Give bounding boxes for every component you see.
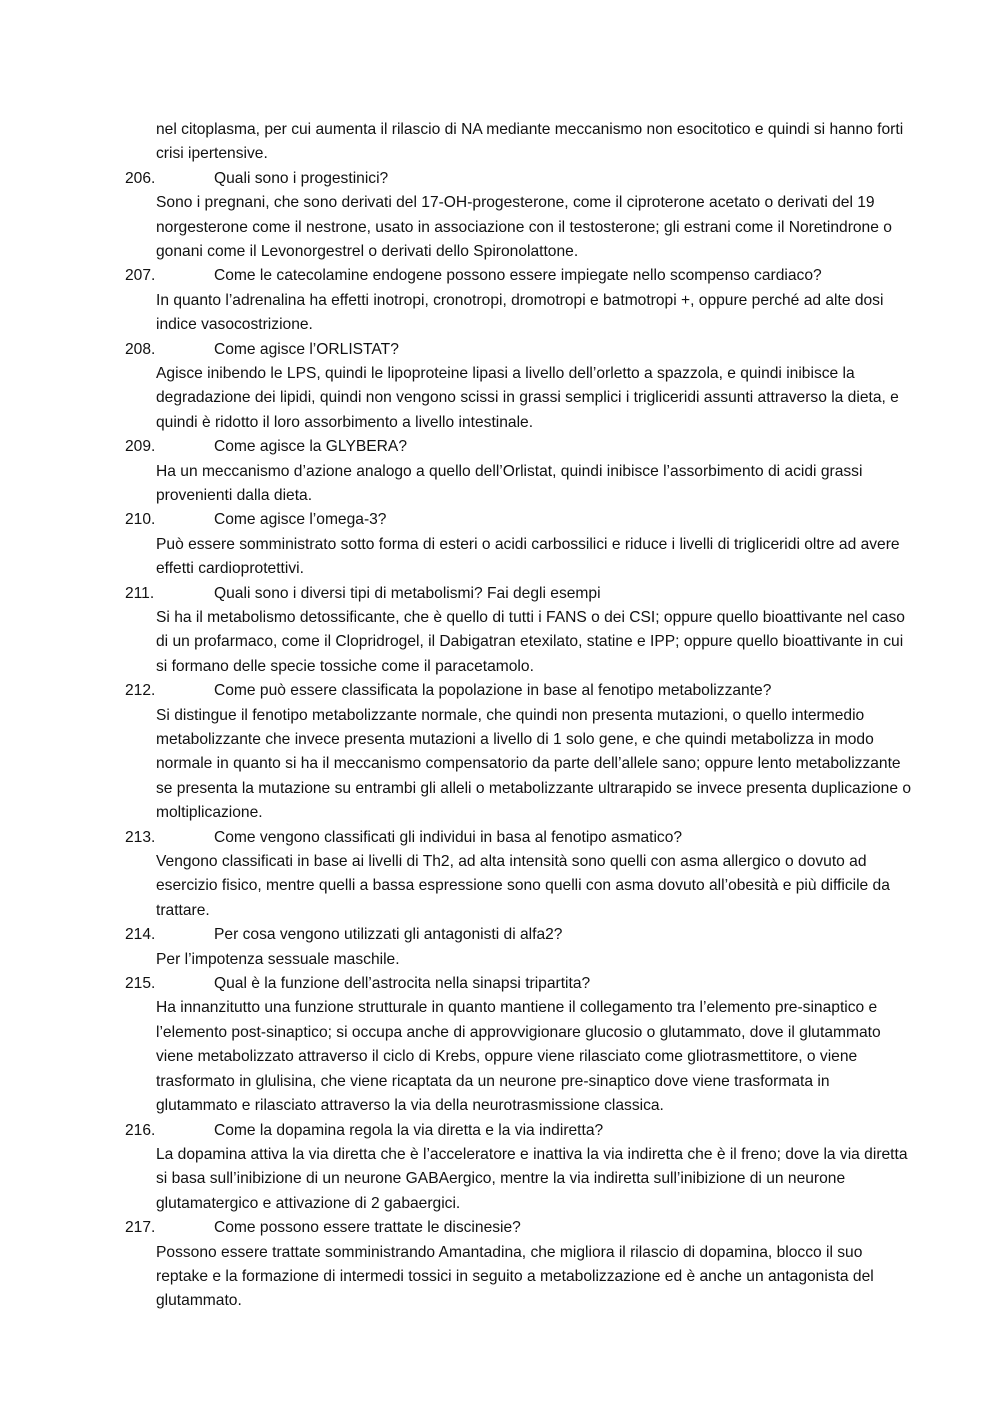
question-text: Come le catecolamine endogene possono essere impiegate nello scompenso cardiaco?: [214, 267, 822, 285]
qa-item-210: [125, 508, 915, 581]
answer-text: Sono i pregnani, che sono derivati del 17-OH-progesterone, come il ciproterone acetato o derivati del 19 norgesterone come il nestrone, usato in associazione con il testosterone; gli estrani come il Noretindrone o gonani come il Levonorgestrel o derivati dello Spironolattone.: [156, 194, 892, 261]
question-line: [125, 582, 915, 606]
question-text: Come agisce l’omega-3?: [214, 511, 387, 529]
answer-text: La dopamina attiva la via diretta che è l’acceleratore e inattiva la via indiretta che è il freno; dove la via diretta si basa sull’inibizione di un neurone GABAergico, mentre la via indiretta sull’inibizione di un neurone glutamatergico e attivazione di 2 gabaergici.: [156, 1145, 908, 1212]
question-line: [125, 338, 915, 362]
question-line: [125, 1119, 915, 1143]
question-text: Come la dopamina regola la via diretta e la via indiretta?: [214, 1121, 604, 1139]
question-number: 213.: [125, 828, 156, 846]
qa-item-209: [125, 435, 915, 508]
qa-item-207: [125, 264, 915, 337]
question-number: 210.: [125, 511, 156, 529]
document-body: [125, 118, 915, 1314]
question-text: Come possono essere trattate le discinesie?: [214, 1219, 521, 1237]
qa-item-215: [125, 972, 915, 1118]
question-text: Qual è la funzione dell’astrocita nella sinapsi tripartita?: [214, 975, 591, 993]
question-number: 214.: [125, 926, 156, 944]
qa-item-216: [125, 1119, 915, 1217]
question-number: 215.: [125, 975, 156, 993]
question-line: [125, 826, 915, 850]
question-line: [125, 508, 915, 532]
question-line: [125, 167, 915, 191]
question-text: Come può essere classificata la popolazione in base al fenotipo metabolizzante?: [214, 682, 772, 700]
question-line: [125, 923, 915, 947]
question-line: [125, 264, 915, 288]
answer-text: Possono essere trattate somministrando Amantadina, che migliora il rilascio di dopamina, blocco il suo reptake e la formazione di intermedi tossici in seguito a metabolizzazione ed è anche un antagonista del glutammato.: [156, 1243, 874, 1310]
answer-text: Si ha il metabolismo detossificante, che è quello di tutti i FANS o dei CSI; oppure quello bioattivante nel caso di un profarmaco, come il Clopridrogel, il Dabigatran etexilato, statine e IPP; oppure quello bioattivante in cui si formano delle specie tossiche come il paracetamolo.: [156, 609, 905, 675]
question-line: [125, 1216, 915, 1240]
question-text: Per cosa vengono utilizzati gli antagonisti di alfa2?: [214, 926, 563, 944]
qa-item-211: [125, 582, 915, 680]
question-line: [125, 972, 915, 996]
question-number: 212.: [125, 682, 156, 700]
qa-item-206: [125, 167, 915, 265]
question-number: 208.: [125, 340, 156, 358]
answer-text: Ha innanzitutto una funzione strutturale in quanto mantiene il collegamento tra l’elemento pre-sinaptico e l’elemento post-sinaptico; si occupa anche di approvvigionare glucosio o glutammato, dove il glutammato viene metabolizzato attraverso il ciclo di Krebs, oppure viene rilasciato come gliotrasmettitore, o viene trasformato in glulisina, che viene ricaptata da un neurone pre-sinaptico dove viene trasformata in glutammato e rilasciato attraverso la via della neurotrasmissione classica.: [156, 999, 881, 1115]
question-text: Come agisce la GLYBERA?: [214, 438, 407, 456]
answer-text: In quanto l’adrenalina ha effetti inotropi, cronotropi, dromotropi e batmotropi +, oppure perché ad alte dosi indice vasocostrizione.: [156, 291, 884, 334]
answer-text: Si distingue il fenotipo metabolizzante normale, che quindi non presenta mutazioni, o quello intermedio metabolizzante che invece presenta mutazioni a livello di 1 solo gene, e che quindi metabolizza in modo normale in quanto si ha il meccanismo compensatorio da parte dell’allele sano; oppure lento metabolizzante se presenta la mutazione su entrambi gli alleli o metabolizzante ultrarapido se invece presenta duplicazione o moltiplicazione.: [156, 706, 912, 822]
qa-item-212: [125, 679, 915, 825]
question-number: 217.: [125, 1219, 156, 1237]
answer-text: Ha un meccanismo d’azione analogo a quello dell’Orlistat, quindi inibisce l’assorbimento di acidi grassi provenienti dalla dieta.: [156, 462, 863, 505]
question-text: Come agisce l’ORLISTAT?: [214, 340, 399, 358]
qa-item-213: [125, 826, 915, 924]
question-text: Quali sono i diversi tipi di metabolismi? Fai degli esempi: [214, 584, 601, 602]
answer-text: Vengono classificati in base ai livelli di Th2, ad alta intensità sono quelli con asma allergico o dovuto ad esercizio fisico, mentre quelli a bassa espressione sono quelli con asma dovuto all’obesità e più difficile da trattare.: [156, 853, 890, 919]
answer-text: Può essere somministrato sotto forma di esteri o acidi carbossilici e riduce i livelli di trigliceridi oltre ad avere effetti cardioprotettivi.: [156, 535, 900, 578]
intro-paragraph: nel citoplasma, per cui aumenta il rilascio di NA mediante meccanismo non esocitotico e quindi si hanno forti crisi ipertensive.: [156, 121, 904, 163]
question-number: 206.: [125, 169, 156, 187]
question-line: [125, 679, 915, 703]
answer-text: Agisce inibendo le LPS, quindi le lipoproteine lipasi a livello dell’orletto a spazzola, e quindi inibisce la degradazione dei lipidi, quindi non vengono scissi in grassi semplici i trigliceridi assunti attraverso la dieta, e quindi è ridotto il loro assorbimento a livello intestinale.: [156, 365, 899, 431]
qa-item-214: [125, 923, 915, 972]
question-number: 211.: [125, 584, 155, 602]
question-line: [125, 435, 915, 459]
answer-text: Per l’impotenza sessuale maschile.: [156, 950, 400, 968]
question-number: 207.: [125, 267, 156, 285]
question-number: 209.: [125, 438, 156, 456]
question-number: 216.: [125, 1121, 156, 1139]
qa-item-217: [125, 1216, 915, 1314]
question-text: Quali sono i progestinici?: [214, 169, 389, 187]
qa-item-208: [125, 338, 915, 436]
question-text: Come vengono classificati gli individui in basa al fenotipo asmatico?: [214, 828, 683, 846]
